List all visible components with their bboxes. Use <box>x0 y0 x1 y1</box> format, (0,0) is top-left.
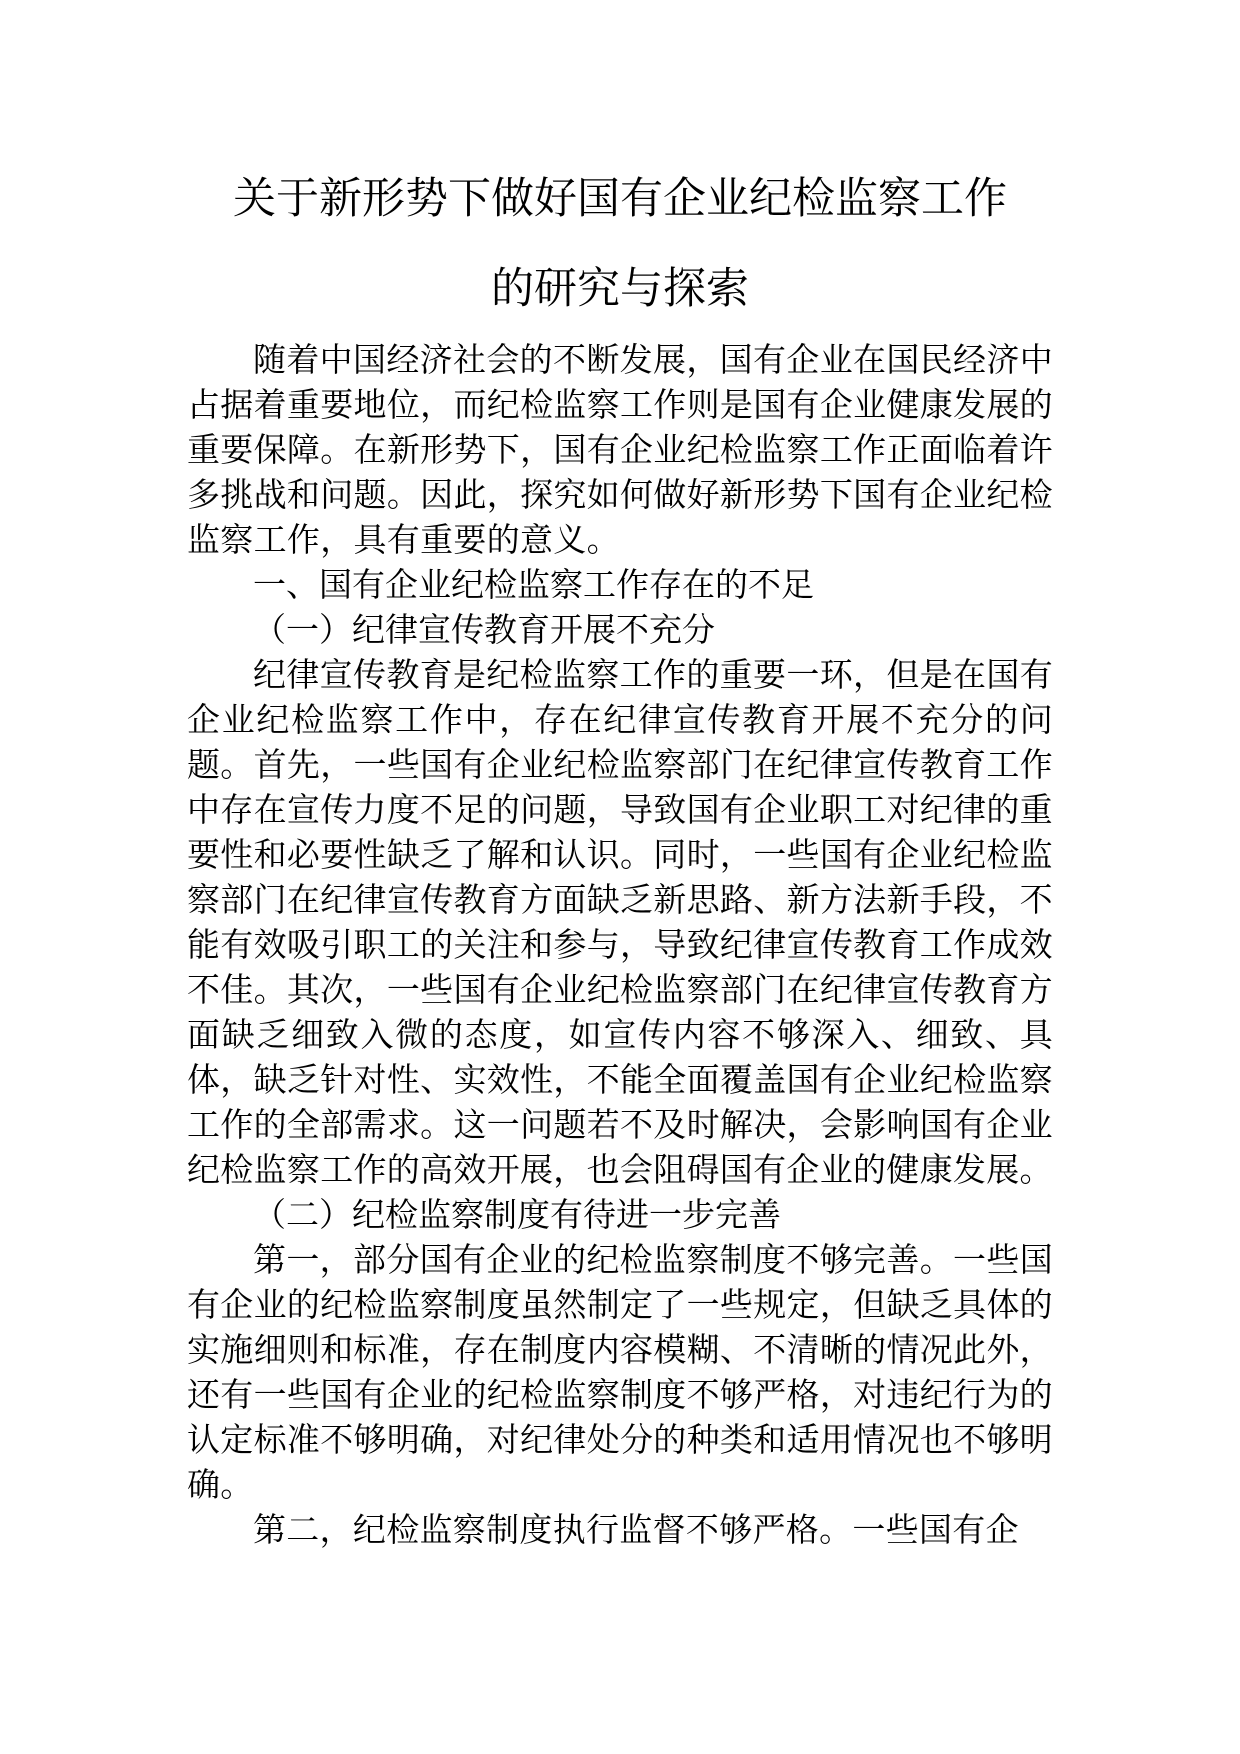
document-title-line-2: 的研究与探索 <box>491 264 749 314</box>
subsection-2-paragraph-2: 第二，纪检监察制度执行监督不够严格。一些国有企 <box>253 1510 1019 1549</box>
intro-paragraph: 随着中国经济社会的不断发展，国有企业在国民经济中占据着重要地位，而纪检监察工作则是国有企业健康发展的重要保障。在新形势下，国有企业纪检监察工作正面临着许多挑战和问题。因此，探究如何做好新形势下国有企业纪检监察工作，具有重要的意义。 <box>187 340 1053 559</box>
document-title-line-1: 关于新形势下做好国有企业纪检监察工作 <box>233 174 1007 224</box>
section-heading-1: 一、国有企业纪检监察工作存在的不足 <box>253 565 814 604</box>
subsection-heading-1: （一）纪律宣传教育开展不充分 <box>253 610 715 649</box>
subsection-heading-2: （二）纪检监察制度有待进一步完善 <box>253 1195 781 1234</box>
subsection-2-paragraph-1: 第一，部分国有企业的纪检监察制度不够完善。一些国有企业的纪检监察制度虽然制定了一些规定，但缺乏具体的实施细则和标准，存在制度内容模糊、不清晰的情况此外，还有一些国有企业的纪检监察制度不够严格，对违纪行为的认定标准不够明确，对纪律处分的种类和适用情况也不够明确。 <box>187 1240 1053 1504</box>
document-body <box>187 337 1053 1552</box>
subsection-1-paragraph: 纪律宣传教育是纪检监察工作的重要一环，但是在国有企业纪检监察工作中，存在纪律宣传教育开展不充分的问题。首先，一些国有企业纪检监察部门在纪律宣传教育工作中存在宣传力度不足的问题，导致国有企业职工对纪律的重要性和必要性缺乏了解和认识。同时，一些国有企业纪检监察部门在纪律宣传教育方面缺乏新思路、新方法新手段，不能有效吸引职工的关注和参与，导致纪律宣传教育工作成效不佳。其次，一些国有企业纪检监察部门在纪律宣传教育方面缺乏细致入微的态度，如宣传内容不够深入、细致、具体，缺乏针对性、实效性，不能全面覆盖国有企业纪检监察工作的全部需求。这一问题若不及时解决，会影响国有企业纪检监察工作的高效开展，也会阻碍国有企业的健康发展。 <box>187 655 1053 1189</box>
